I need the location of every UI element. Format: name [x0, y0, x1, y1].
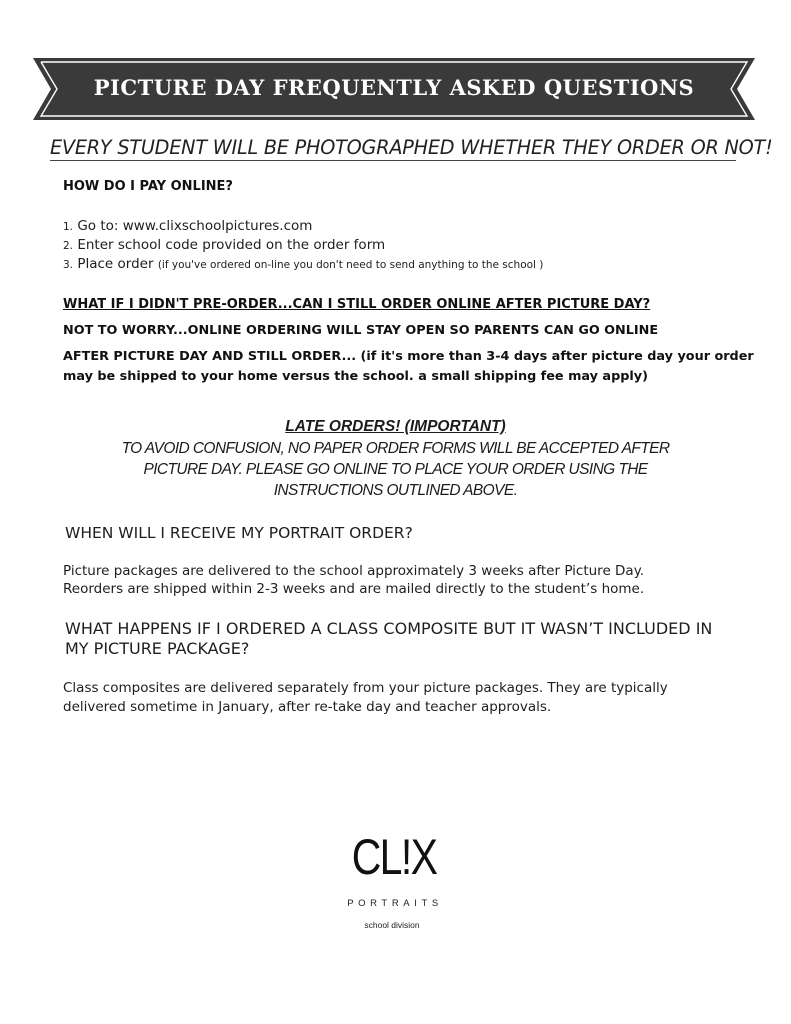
clix-logo: CL!X — [351, 829, 437, 885]
faq-composite-question-line-2: MY PICTURE PACKAGE? — [65, 639, 250, 658]
faq-composite-answer-line-1: Class composites are delivered separately from your picture packages. They are typically — [63, 680, 668, 696]
pay-step-3 — [63, 256, 543, 272]
title-banner — [33, 58, 755, 120]
faq-composite-answer-line-2: delivered sometime in January, after re-take day and teacher approvals. — [63, 699, 552, 715]
faq-pay-question: HOW DO I PAY ONLINE? — [63, 179, 233, 194]
faq-receive-answer-line-2: Reorders are shipped within 2-3 weeks and are mailed directly to the student’s home. — [63, 581, 645, 597]
faq-preorder-answer-line-1: NOT TO WORRY...ONLINE ORDERING WILL STAY OPEN SO PARENTS CAN GO ONLINE — [63, 323, 659, 338]
faq-receive-question: WHEN WILL I RECEIVE MY PORTRAIT ORDER? — [65, 524, 413, 542]
late-orders-line-3: INSTRUCTIONS OUTLINED ABOVE. — [273, 482, 518, 499]
late-orders-line-2: PICTURE DAY. PLEASE GO ONLINE TO PLACE YOUR ORDER USING THE — [143, 461, 648, 478]
logo-division: school division — [364, 920, 420, 930]
faq-receive-answer-line-1: Picture packages are delivered to the school approximately 3 weeks after Picture Day. — [63, 563, 645, 579]
pay-step-2 — [63, 237, 385, 253]
step-note: (if you've ordered on-line you don't need to send anything to the school ) — [157, 259, 544, 271]
pay-step-1 — [63, 218, 312, 234]
faq-preorder-question: WHAT IF I DIDN'T PRE-ORDER...CAN I STILL ORDER ONLINE AFTER PICTURE DAY? — [63, 297, 651, 312]
page-title: PICTURE DAY FREQUENTLY ASKED QUESTIONS — [93, 75, 695, 100]
step-text: Enter school code provided on the order form — [77, 237, 386, 253]
faq-preorder-answer-line-2: AFTER PICTURE DAY AND STILL ORDER... (if it's more than 3-4 days after picture day your order — [63, 349, 754, 364]
late-orders-line-1: TO AVOID CONFUSION, NO PAPER ORDER FORMS WILL BE ACCEPTED AFTER — [121, 440, 670, 457]
step-text: Place order — [77, 256, 154, 272]
late-orders-heading: LATE ORDERS! (IMPORTANT) — [285, 418, 506, 435]
tagline: EVERY STUDENT WILL BE PHOTOGRAPHED WHETHER THEY ORDER OR NOT! — [50, 136, 773, 159]
tagline-underline — [50, 160, 736, 161]
logo-subtitle: PORTRAITS — [347, 898, 443, 909]
faq-composite-question-line-1: WHAT HAPPENS IF I ORDERED A CLASS COMPOSITE BUT IT WASN’T INCLUDED IN — [65, 619, 713, 638]
step-number: 2. — [63, 240, 74, 252]
step-text: Go to: www.clixschoolpictures.com — [77, 218, 313, 234]
faq-preorder-answer-line-3: may be shipped to your home versus the school. a small shipping fee may apply) — [63, 369, 648, 384]
step-number: 1. — [63, 221, 74, 233]
step-number: 3. — [63, 259, 74, 271]
